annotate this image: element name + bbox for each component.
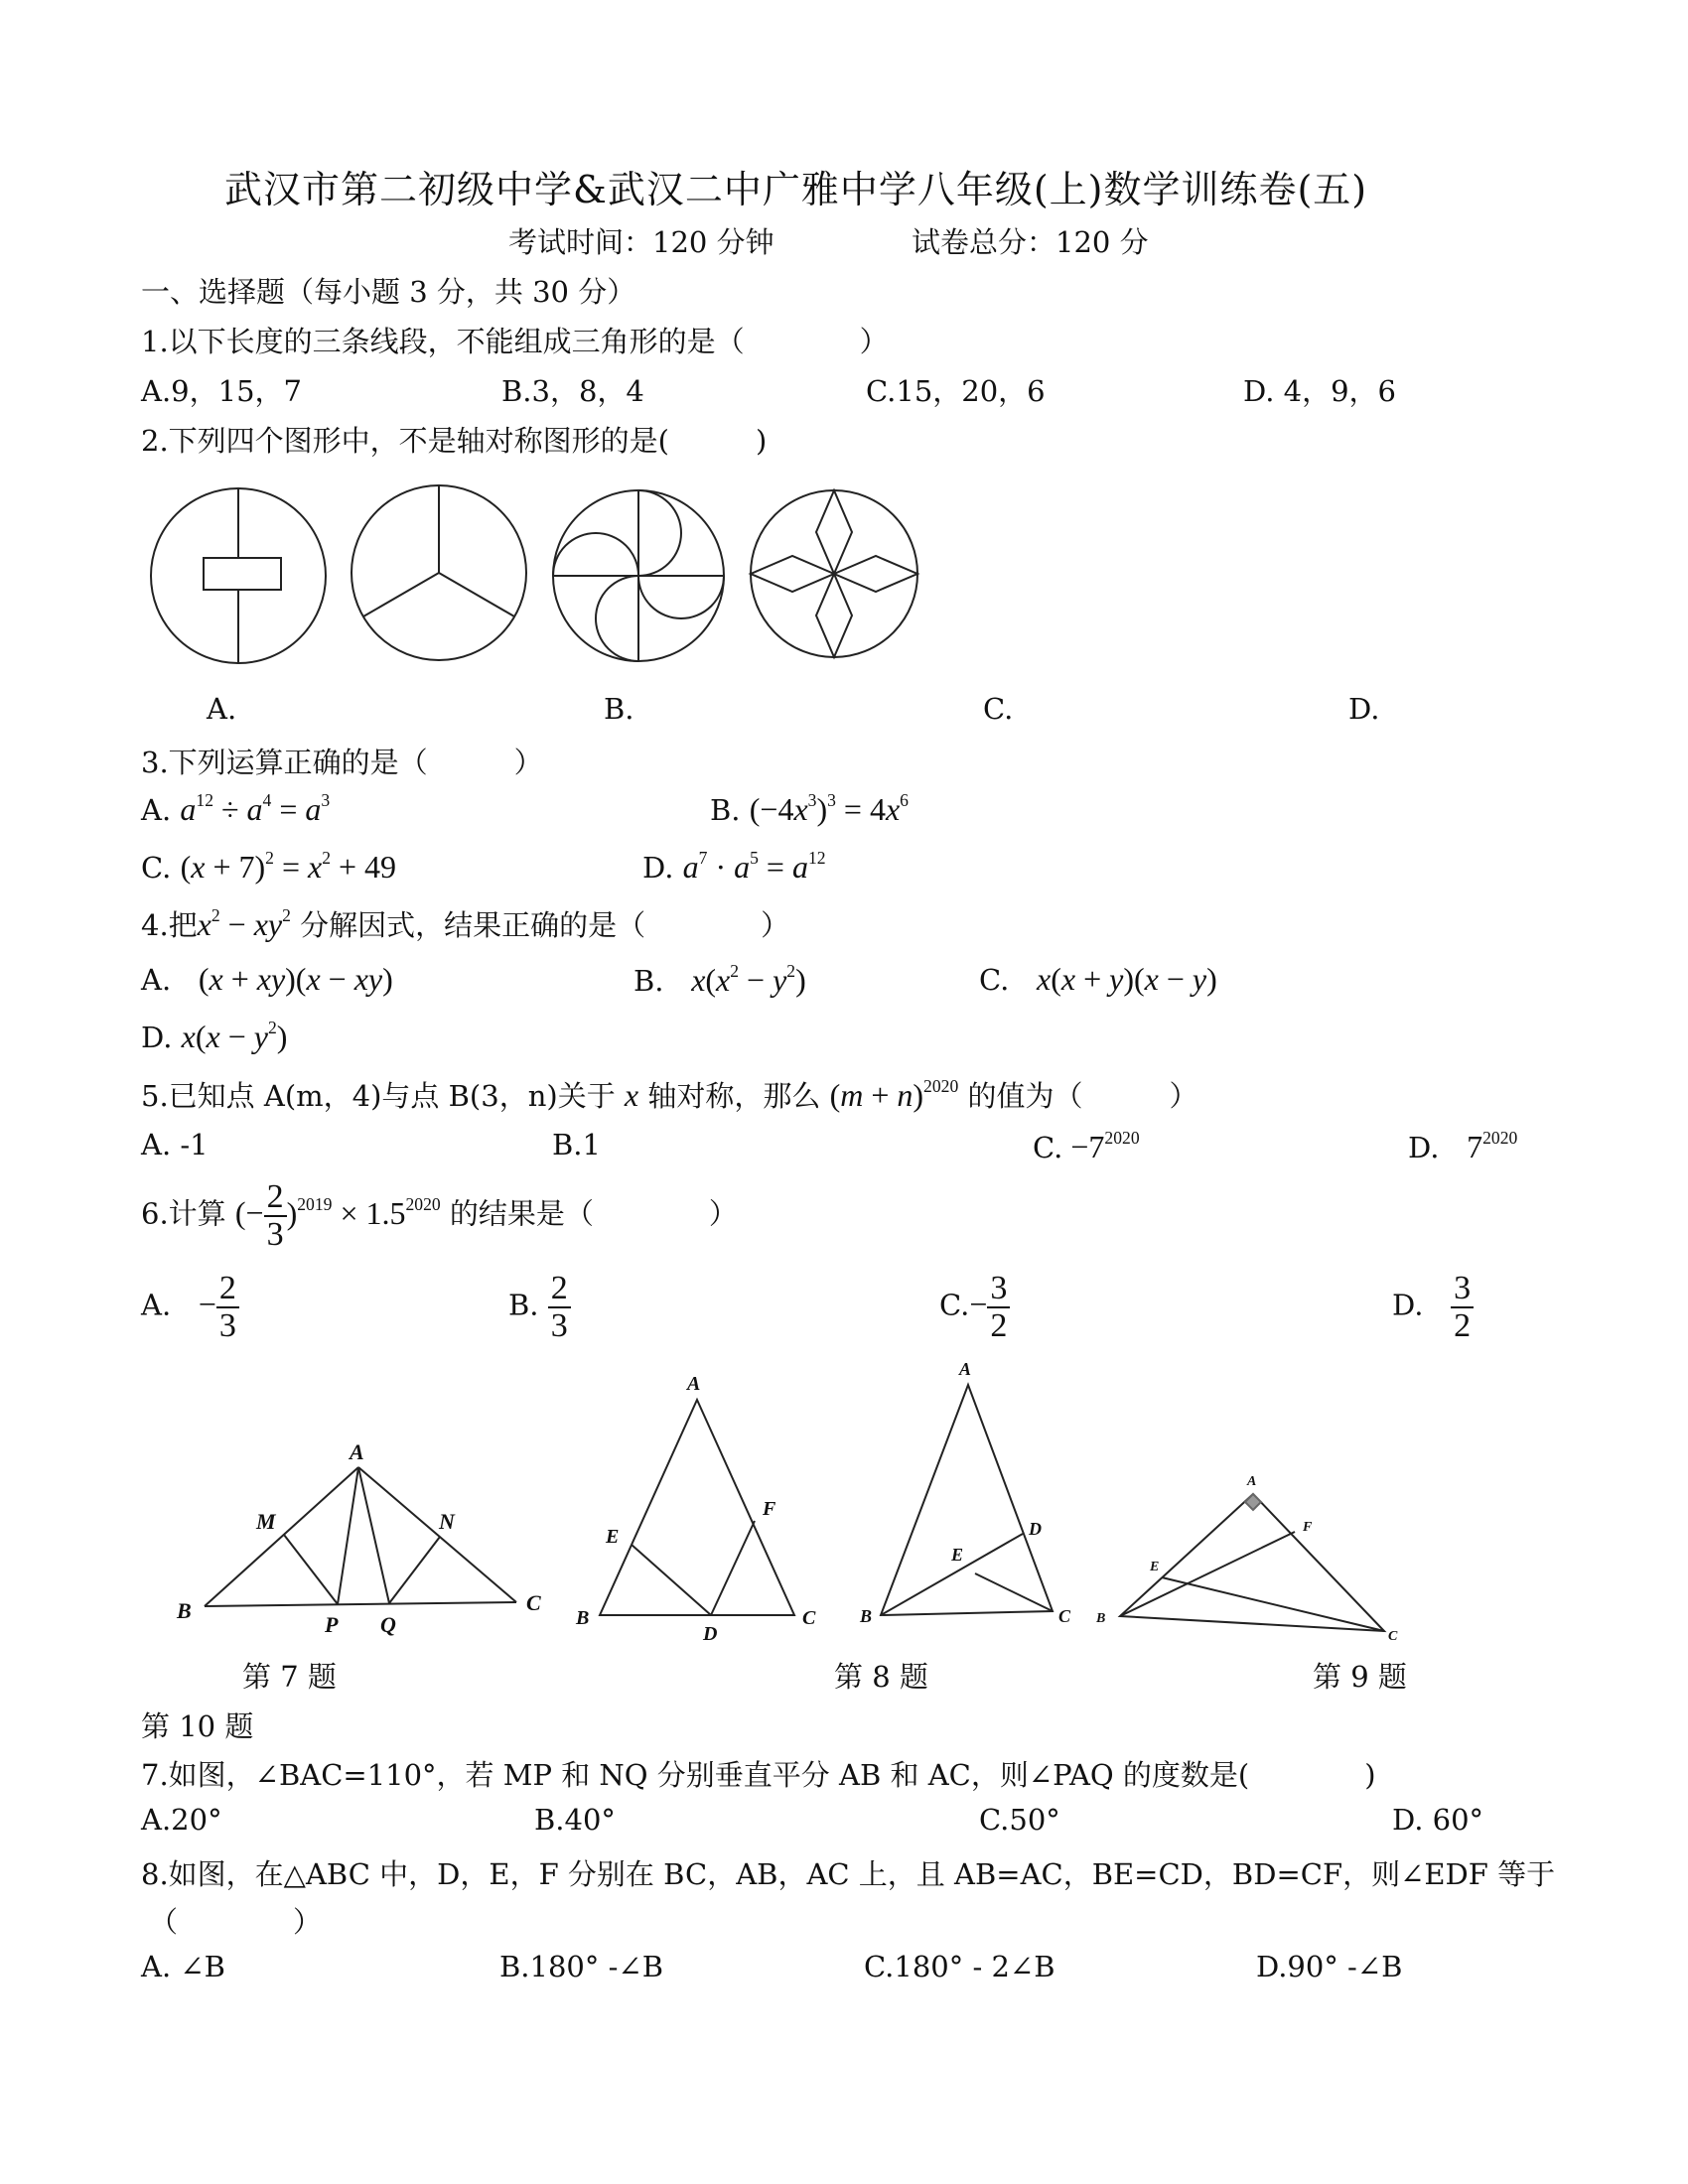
figure-10-caption: 第 10 题 bbox=[141, 1709, 254, 1743]
svg-text:E: E bbox=[951, 1545, 964, 1565]
figure-7 bbox=[176, 1439, 541, 1637]
question-8-answer-paren: （ ） bbox=[149, 1905, 323, 1939]
question-3-option-c: C. $(x + 7)^2 = x^2 + 49$ bbox=[141, 848, 397, 886]
question-7-stem: 7.如图，∠BAC=110°，若 MP 和 NQ 分别垂直平分 AB 和 AC，则∠PAQ 的度数是( ) bbox=[141, 1758, 1376, 1792]
svg-text:F: F bbox=[1303, 1520, 1313, 1535]
svg-text:Q: Q bbox=[380, 1612, 396, 1637]
question-4-stem: 4.把$x^2 - xy^2$ 分解因式，结果正确的是（ ） bbox=[141, 904, 790, 942]
question-6-option-d: D. $\frac{3}{2}$ bbox=[1392, 1271, 1474, 1343]
question-5-option-d: D. $7^{2020}$ bbox=[1408, 1128, 1518, 1165]
figure-8 bbox=[575, 1373, 816, 1645]
question-3-option-d: D. $a^7 \cdot a^5 = a^{12}$ bbox=[642, 848, 826, 886]
question-1-option-c: C.15，20，6 bbox=[866, 374, 1046, 408]
question-3-option-a: A. $a^{12} \div a^4 = a^3$ bbox=[141, 790, 331, 828]
page-title: 武汉市第二初级中学&武汉二中广雅中学八年级(上)数学训练卷(五) bbox=[224, 168, 1368, 211]
question-8-option-d: D.90° -∠B bbox=[1256, 1950, 1403, 1983]
svg-text:M: M bbox=[256, 1509, 276, 1534]
question-4-option-b: B. $x(x^2 - y^2)$ bbox=[633, 961, 806, 999]
question-2-label-a: A. bbox=[207, 692, 237, 726]
svg-text:D: D bbox=[703, 1623, 718, 1645]
question-2-label-b: B. bbox=[604, 692, 634, 726]
section-heading: 一、选择题（每小题 3 分，共 30 分） bbox=[141, 275, 636, 309]
svg-text:B: B bbox=[1096, 1611, 1106, 1626]
svg-text:D: D bbox=[1029, 1519, 1042, 1539]
question-3-stem: 3.下列运算正确的是（ ） bbox=[141, 746, 543, 779]
question-4-option-c: C. x(x + y)(x − y) bbox=[979, 961, 1217, 997]
svg-text:E: E bbox=[606, 1526, 620, 1548]
question-8-option-c: C.180° - 2∠B bbox=[864, 1950, 1055, 1983]
question-4-option-d: D. $x(x - y^2)$ bbox=[141, 1018, 288, 1055]
svg-text:C: C bbox=[526, 1590, 541, 1615]
question-6-stem: 6.计算 (− $\frac{2}{3}$ )$^{2019} \times 1.5^{2020}$ 的结果是（ ） bbox=[141, 1178, 738, 1253]
question-6-option-c: C.− $\frac{3}{2}$ bbox=[939, 1271, 1010, 1343]
figure-7-caption: 第 7 题 bbox=[242, 1660, 337, 1694]
svg-text:F: F bbox=[763, 1498, 776, 1520]
exam-time: 考试时间：120 分钟 bbox=[508, 225, 774, 259]
svg-text:A: A bbox=[350, 1439, 364, 1464]
question-3-option-b: B. $(-4x^3)^3 = 4x^6$ bbox=[710, 790, 909, 828]
question-5-stem: 5.已知点 A(m，4)与点 B(3，n)关于 x 轴对称，那么 $(m + n)^{2020}$ 的值为（ ） bbox=[141, 1075, 1198, 1113]
svg-text:A: A bbox=[1247, 1474, 1257, 1489]
question-8-option-b: B.180° -∠B bbox=[499, 1950, 664, 1983]
question-2-label-d: D. bbox=[1348, 692, 1380, 726]
svg-text:B: B bbox=[576, 1607, 590, 1629]
svg-text:B: B bbox=[860, 1606, 873, 1626]
question-2-label-c: C. bbox=[983, 692, 1014, 726]
question-1-option-b: B.3，8，4 bbox=[501, 374, 644, 408]
svg-text:A: A bbox=[959, 1359, 972, 1379]
question-4-option-a: A. (x + xy)(x − xy) bbox=[141, 961, 393, 997]
question-8-stem: 8.如图，在△ABC 中，D，E，F 分别在 BC，AB，AC 上，且 AB=AC，BE=CD，BD=CF，则∠EDF 等于 bbox=[141, 1857, 1556, 1891]
question-5-option-c: C. $-7^{2020}$ bbox=[1033, 1128, 1140, 1165]
question-6-option-b: B. $\frac{2}{3}$ bbox=[508, 1271, 571, 1343]
svg-text:C: C bbox=[1388, 1629, 1398, 1644]
svg-text:C: C bbox=[1058, 1606, 1071, 1626]
svg-text:A: A bbox=[687, 1373, 701, 1395]
figure-9 bbox=[859, 1359, 1071, 1626]
question-7-option-a: A.20° bbox=[141, 1803, 222, 1837]
question-1-stem: 1.以下长度的三条线段，不能组成三角形的是（ ） bbox=[141, 325, 889, 358]
figure-9-caption: 第 9 题 bbox=[1313, 1660, 1407, 1694]
question-5-option-b: B.1 bbox=[552, 1128, 601, 1161]
svg-text:E: E bbox=[1150, 1560, 1160, 1574]
question-1-option-a: A.9，15，7 bbox=[141, 374, 302, 408]
svg-text:P: P bbox=[325, 1612, 339, 1637]
figure-8-caption: 第 8 题 bbox=[834, 1660, 928, 1694]
svg-text:B: B bbox=[177, 1598, 192, 1623]
question-1-option-d: D. 4，9，6 bbox=[1243, 374, 1397, 408]
exam-total: 试卷总分：120 分 bbox=[912, 225, 1149, 259]
figure-10 bbox=[1095, 1474, 1398, 1644]
svg-text:C: C bbox=[802, 1607, 816, 1629]
question-2-stem: 2.下列四个图形中，不是轴对称图形的是( ) bbox=[141, 424, 768, 458]
question-7-option-d: D. 60° bbox=[1392, 1803, 1484, 1837]
question-6-option-a: A. − $\frac{2}{3}$ bbox=[141, 1271, 239, 1343]
svg-text:N: N bbox=[439, 1509, 455, 1534]
question-7-option-c: C.50° bbox=[979, 1803, 1060, 1837]
question-5-option-a: A. -1 bbox=[141, 1128, 209, 1161]
question-7-option-b: B.40° bbox=[534, 1803, 616, 1837]
question-8-option-a: A. ∠B bbox=[141, 1950, 225, 1983]
